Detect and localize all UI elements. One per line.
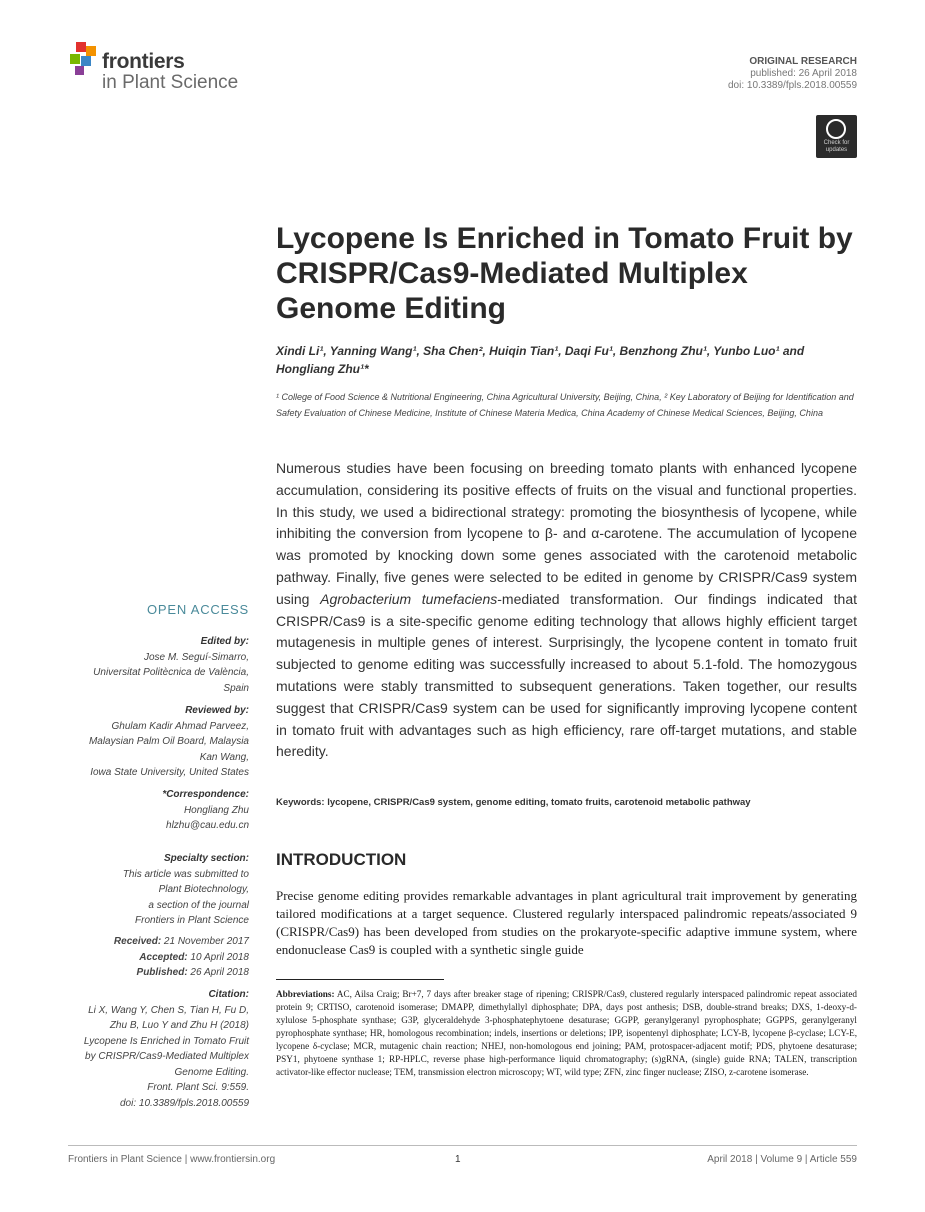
article-header-meta <box>728 56 857 92</box>
citation-line: by CRISPR/Cas9-Mediated Multiplex <box>85 1051 249 1062</box>
citation-line: Li X, Wang Y, Chen S, Tian H, Fu D, <box>88 1004 249 1016</box>
abbreviations-footnote <box>276 988 857 1079</box>
published-date-side: Published: 26 April 2018 <box>136 967 249 978</box>
citation-line: Zhu B, Luo Y and Zhu H (2018) <box>109 1020 249 1031</box>
reviewer-line: Iowa State University, United States <box>90 767 249 778</box>
abstract-part-1: Numerous studies have been focusing on breeding tomato plants with enhanced lycopene accumulation, considering its positive effects of fruits on the visual and functional properties. In this study, we used a bidirectional strategy: promoting the biosynthesis of lycopene, while inhibiting the conversion from lycopene to β- and α-carotene. The accumulation of lycopene was promoted by knocking down some genes associated with the carotenoid metabolic pathway. Finally, five genes were selected to be edited in genome by CRISPR/Cas9 system using <box>276 460 857 607</box>
article-type: ORIGINAL RESEARCH <box>749 56 857 67</box>
introduction-text: Precise genome editing provides remarkable advantages in plant agricultural trait improvement by generating tailored modifications at a target sequence. Clustered regularly interspaced palindromic repeats/associated 9 (CRISPR/Cas9) has been developed from studies on the prokaryote-specific adaptive immune system, where endonuclease Cas9 is coupled with a synthetic single guide <box>276 888 857 957</box>
affiliations: ¹ College of Food Science & Nutritional Engineering, China Agricultural University, Beijing, China, ² Key Laboratory of Beijing for Identification and Safety Evaluation of Chinese Medicine, Institute of Chinese Materia Medica, China Academy of Chinese Medical Sciences, Beijing, China <box>276 392 854 418</box>
correspondence-label: *Correspondence: <box>162 789 249 800</box>
keywords: Keywords: lycopene, CRISPR/Cas9 system, genome editing, tomato fruits, carotenoid metabolic pathway <box>276 797 751 808</box>
footnote-divider <box>276 979 444 980</box>
reviewer-line: Ghulam Kadir Ahmad Parveez, <box>111 720 249 732</box>
journal-logo <box>70 42 270 94</box>
received-date: Received: 21 November 2017 <box>113 936 249 947</box>
abbreviations-label: Abbreviations: <box>276 989 335 999</box>
correspondence-name: Hongliang Zhu <box>183 804 249 816</box>
abbreviations-text: AC, Ailsa Craig; Br+7, 7 days after breaker stage of ripening; CRISPR/Cas9, clustered regularly interspaced palindromic repeat associated protein 9; CRTISO, carotenoid isomerase; DMAPP, dimethylallyl diphosphate; DPA, days post anthesis; DSB, double-strand breaks; DXS, 1-deoxy-d-xylulose 5-phosphate synthase; G3P, glyceraldehyde 3-phosphatephytoene desaturase; GGPP, geranylgeranyl pyrophosphate; GGPPS, geranylgeranyl pyrophosphate synthase; HR, homologous recombination; indels, insertions or deletions; IPP, isopentenyl diphosphate; LCY-B, lycopene β-cyclase; LCY-E, lycopene δ-cyclase; MCR, mutagenic chain reaction; NHEJ, non-homologous end joining; PAM, protospacer-adjacent motif; PDS, phytoene desaturase; PSY1, phytoene synthase 1; RP-HPLC, reverse phase high-performance liquid chromatography; (s)gRNA, (single) guide RNA; TALEN, transcription activator-like effector nuclease; TEM, transmission electron microscopy; WT, wild type; ZFN, zinc finger nuclease; ZISO, z-carotene isomerase. <box>276 989 857 1077</box>
article-title: Lycopene Is Enriched in Tomato Fruit by CRISPR/Cas9-Mediated Multiplex Genome Editing <box>276 222 853 325</box>
abstract <box>276 458 857 763</box>
accepted-label: Accepted: <box>139 951 188 963</box>
specialty-line: a section of the journal <box>148 899 249 911</box>
footer-journal[interactable]: Frontiers in Plant Science | www.frontiersin.org <box>68 1154 276 1165</box>
citation-line: doi: 10.3389/fpls.2018.00559 <box>120 1097 249 1109</box>
footer-divider <box>68 1145 857 1146</box>
edited-by-section <box>49 634 249 696</box>
reviewer-line: Malaysian Palm Oil Board, Malaysia <box>88 736 249 747</box>
check-updates-icon <box>826 119 846 139</box>
citation-section <box>49 987 249 1111</box>
reviewed-by-label: Reviewed by: <box>185 705 249 716</box>
check-updates-label: Check for updates <box>823 140 850 153</box>
citation-line: Front. Plant Sci. 9:559. <box>147 1082 249 1093</box>
specialty-line: This article was submitted to <box>122 868 249 880</box>
frontiers-logo-icon <box>70 42 100 76</box>
correspondence-section <box>49 787 249 834</box>
specialty-label: Specialty section: <box>163 853 249 864</box>
published-date: published: 26 April 2018 <box>750 68 857 79</box>
received-label: Received: <box>113 936 162 947</box>
dates-section <box>49 934 249 981</box>
editor-line: Spain <box>223 682 249 694</box>
reviewed-by-section <box>49 703 249 781</box>
citation-line: Genome Editing. <box>174 1066 249 1078</box>
abstract-part-2: -mediated transformation. Our findings indicated that CRISPR/Cas9 is a site-specific genome editing technology that allows highly efficient target mutagenesis in multiple genes of interest. Surprisingly, the lycopene content in tomato fruit subjected to genome editing was successfully increased to about 5.1-fold. The homozygous mutations were stably transmitted to subsequent generations. Taken together, our results suggest that CRISPR/Cas9 system can be used for significantly improving lycopene content in tomato fruit with advantages such as high efficiency, rare off-target mutations, and stable heredity. <box>276 590 858 760</box>
citation-label: Citation: <box>208 989 249 1000</box>
edited-by-label: Edited by: <box>200 636 249 647</box>
author-list: Xindi Li¹, Yanning Wang¹, Sha Chen², Huiqin Tian¹, Daqi Fu¹, Benzhong Zhu¹, Yunbo Luo¹ and Hongliang Zhu¹* <box>276 344 805 376</box>
introduction-heading: INTRODUCTION <box>276 850 407 869</box>
page-number: 1 <box>455 1154 461 1165</box>
published-label: Published: <box>136 967 188 978</box>
check-for-updates-badge[interactable] <box>816 115 857 158</box>
abstract-species: Agrobacterium tumefaciens <box>320 590 498 607</box>
accepted-date: Accepted: 10 April 2018 <box>139 951 249 963</box>
open-access-label: OPEN ACCESS <box>147 602 249 617</box>
reviewer-line: Kan Wang, <box>199 751 249 763</box>
editor-line: Universitat Politècnica de València, <box>93 667 249 678</box>
logo-journal-name: in Plant Science <box>102 72 239 93</box>
logo-frontiers: frontiers <box>102 50 185 73</box>
editor-line: Jose M. Seguí-Simarro, <box>143 651 249 663</box>
specialty-section <box>49 851 249 929</box>
citation-line: Lycopene Is Enriched in Tomato Fruit <box>83 1035 249 1047</box>
correspondence-email[interactable]: hlzhu@cau.edu.cn <box>166 820 249 831</box>
specialty-line: Frontiers in Plant Science <box>135 915 249 926</box>
specialty-line: Plant Biotechnology, <box>158 884 249 895</box>
footer-issue: April 2018 | Volume 9 | Article 559 <box>707 1154 857 1165</box>
article-doi[interactable]: doi: 10.3389/fpls.2018.00559 <box>728 80 857 91</box>
